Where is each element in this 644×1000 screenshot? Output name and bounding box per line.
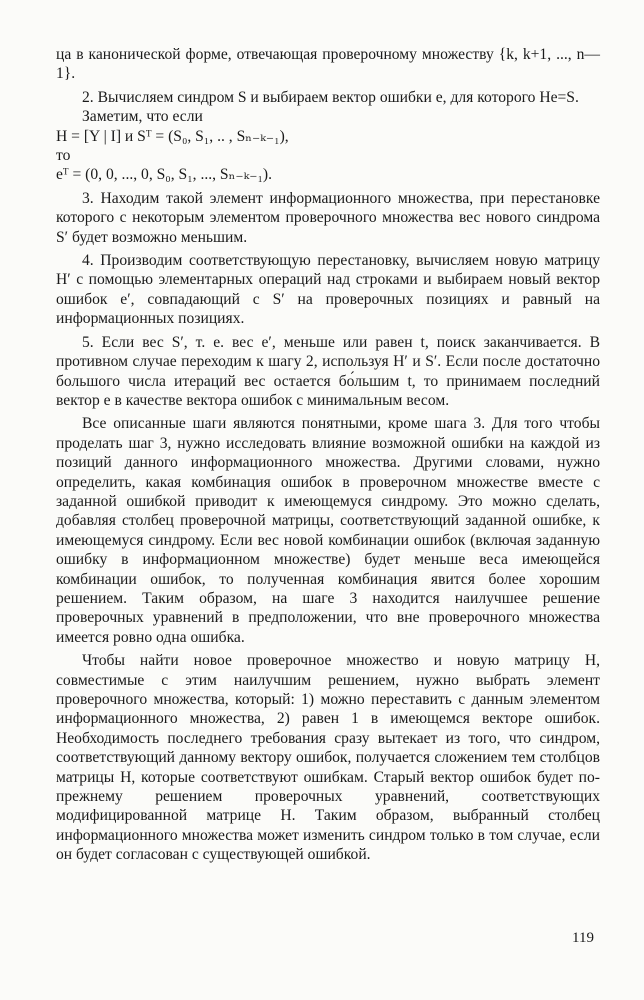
body-paragraph-1: Все описанные шаги являются понятными, кроме шага 3. Для того чтобы проделать шаг 3, нужно исследовать влияние возможной ошибки на каждой из позиций данного информационного множества. Другими словами, нужно определить, какая комбинация ошибок в проверочном множестве вместе с заданной ошибкой приводит к имеющемуся синдрому. Это можно сделать, добавляя столбец проверочной матрицы, соответствующий заданной ошибке, к имеющемуся синдрому. Если вес новой комбинации ошибок (включая заданную ошибку в информационном множестве) будет меньше веса имеющейся комбинации ошибок, то полученная комбинация явится более хорошим решением. Таким образом, на шаге 3 находится наилучшее решение проверочных уравнений в предположении, что вне проверочного множества имеется ровно одна ошибка. xyxy=(56,415,600,646)
formula-h-matrix: H = [Y | I] и Sᵀ = (S₀, S₁, .. , Sₙ₋ₖ₋₁), xyxy=(56,127,289,145)
step-4-paragraph: 4. Производим соответствующую перестановку, вычисляем новую матрицу H′ с помощью элементарных операций над строками и выбираем новый вектор ошибок e′, совпадающий с S′ на проверочных позициях и равный на информационных позициях. xyxy=(56,252,600,328)
step-3-paragraph: 3. Находим такой элемент информационного множества, при перестановке которого с некоторым элементом проверочного множества вес нового синдрома S′ будет возможно меньшим. xyxy=(56,189,600,246)
step-5-paragraph: 5. Если вес S′, т. е. вес e′, меньше или равен t, поиск заканчивается. В противном случае переходим к шагу 2, используя H′ и S′. Если после достаточно большого числа итераций вес остается бо́льшим t, то принимаем последний вектор e в качестве вектора ошибок с минимальным весом. xyxy=(56,333,600,409)
body-paragraph-2: Чтобы найти новое проверочное множество и новую матрицу H, совместимые с этим наилучшим решением, нужно выбрать элемент проверочного множества, который: 1) можно переставить с данным элементом информационного множества, 2) равен 1 в имеющемся векторе ошибок. Необходимость последнего требования сразу вытекает из того, что синдром, соответствующий данному вектору ошибок, получается сложением тем столбцов матрицы H, которые соответствуют ошибкам. Старый вектор ошибок будет по-прежнему решением проверочных уравнений, соответствующих модифицированной матрице H. Таким образом, выбранный столбец информационного множества может изменить синдром только в том случае, если он будет согласован с существующей ошибкой. xyxy=(56,652,600,864)
formula-error-vector: eᵀ = (0, 0, ..., 0, S₀, S₁, ..., Sₙ₋ₖ₋₁). xyxy=(56,166,273,184)
step-2-paragraph: 2. Вычисляем синдром S и выбираем вектор ошибки e, для которого He=S. xyxy=(82,88,579,106)
formula-then: то xyxy=(56,147,71,165)
text-paragraph-1: ца в канонической форме, отвечающая проверочному множеству {k, k+1, ..., n—1}. xyxy=(56,46,600,83)
page-number: 119 xyxy=(572,930,594,946)
note-line: Заметим, что если xyxy=(82,108,203,126)
